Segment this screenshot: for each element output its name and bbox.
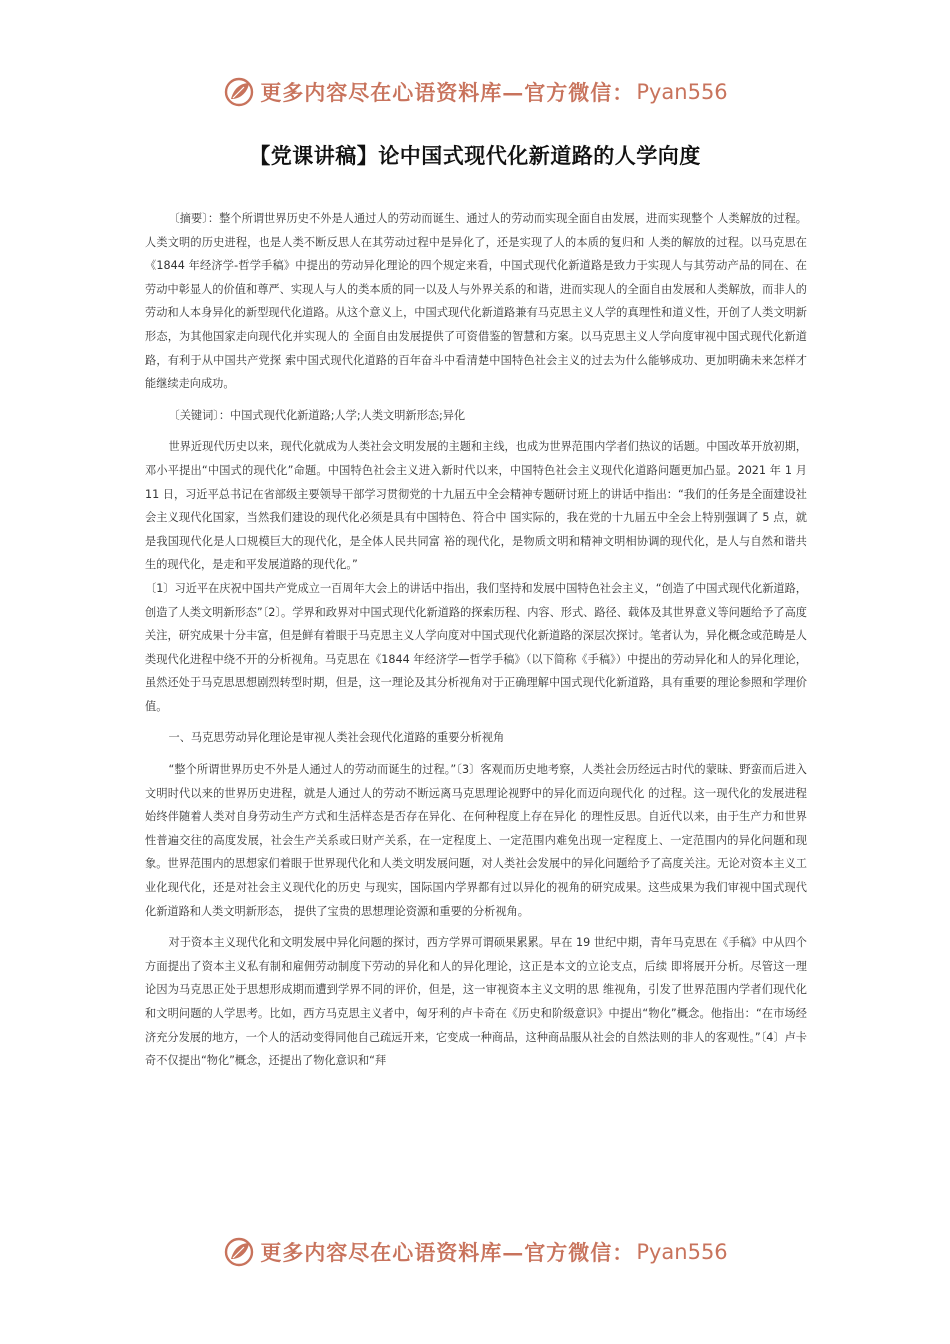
body-paragraph: 对于资本主义现代化和文明发展中异化问题的探讨，西方学界可谓硕果累累。早在 19 世纪中期，青年马克思在《手稿》中从四个方面提出了资本主义私有制和雇佣劳动制度下劳动的异化和人的异化理论，这正是本文的立论支点，后续 即将展开分析。尽管这一理论因为马克思正处于思想形成期而遭到学界不同的评价，但是，这一审视资本主义文明的思 维视角，引发了世界范围内学者们现代化和文明问题的人学思考。比如，西方马克思主义者中，匈牙利的卢卡奇在《历史和阶级意识》中提出“物化”概念。他指出：“在市场经济充分发展的地方，一个人的活动变得同他自己疏远开来，它变成一种商品，这种商品服从社会的自然法则的非人的客观性。”〔4〕卢卡奇不仅提出“物化”概念，还提出了物化意识和“拜: [145, 936, 807, 1068]
watermark-text: 更多内容尽在心语资料库—官方微信：: [260, 1240, 635, 1265]
leaf-logo-icon: [222, 1235, 256, 1269]
document-body: [145, 207, 807, 1081]
watermark-handle: Pyan556: [636, 80, 728, 104]
leaf-logo-icon: [222, 75, 256, 109]
body-paragraph: 世界近现代历史以来，现代化就成为人类社会文明发展的主题和主线，也成为世界范围内学者们热议的话题。中国改革开放初期，邓小平提出“中国式的现代化”命题。中国特色社会主义进入新时代以来，中国特色社会主义现代化道路问题更加凸显。2021 年 1 月 11 日，习近平总书记在省部级主要领导干部学习贯彻党的十九届五中全会精神专题研讨班上的讲话中指出：“我们的任务是全面建设社会主义现代化国家，当然我们建设的现代化必须是具有中国特色、符合中 国实际的，我在党的十九届五中全会上特别强调了 5 点，就是我国现代化是人口规模巨大的现代化，是全体人民共同富 裕的现代化，是物质文明和精神文明相协调的现代化，是人与自然和谐共生的现代化，是走和平发展道路的现代化。”: [145, 440, 807, 572]
keywords-paragraph: 〔关键词〕：中国式现代化新道路;人学;人类文明新形态;异化: [168, 408, 466, 422]
abstract-paragraph: 〔摘要〕：整个所谓世界历史不外是人通过人的劳动而诞生、通过人的劳动而实现全面自由发展，进而实现整个 人类解放的过程。人类文明的历史进程，也是人类不断反思人在其劳动过程中是异化了，还是实现了人的本质的复归和 人类的解放的过程。以马克思在《1844 年经济学-哲学手稿》中提出的劳动异化理论的四个规定来看，中国式现代化新道路是致力于实现人与其劳动产品的同在、在劳动中彰显人的价值和尊严、实现人与人的类本质的同一以及人与外界关系的和谐，进而实现人的全面自由发展和人类解放，而非人的劳动和人本身异化的新型现代化道路。从这个意义上，中国式现代化新道路兼有马克思主义人学的真理性和道义性，开创了人类文明新形态，为其他国家走向现代化并实现人的 全面自由发展提供了可资借鉴的智慧和方案。以马克思主义人学向度审视中国式现代化新道路，有利于从中国共产党探 索中国式现代化道路的百年奋斗中看清楚中国特色社会主义的过去为什么能够成功、更加明确未来怎样才能继续走向成功。: [145, 212, 807, 391]
footer-watermark: [0, 1232, 950, 1272]
body-paragraph: 〔1〕习近平在庆祝中国共产党成立一百周年大会上的讲话中指出，我们坚持和发展中国特色社会主义，“创造了中国式现代化新道路，创造了人类文明新形态”〔2〕。学界和政界对中国式现代化新道路的探索历程、内容、形式、路径、载体及其世界意义等问题给予了高度关注，研究成果十分丰富，但是鲜有着眼于马克思主义人学向度对中国式现代化新道路的深层次探讨。笔者认为，异化概念或范畴是人类现代化进程中绕不开的分析视角。马克思在《1844 年经济学—哲学手稿》（以下简称《手稿》）中提出的劳动异化和人的异化理论，虽然还处于马克思思想剧烈转型时期，但是，这一理论及其分析视角对于正确理解中国式现代化新道路，具有重要的理论参照和学理价值。: [145, 581, 807, 713]
watermark-text: 更多内容尽在心语资料库—官方微信：: [260, 80, 635, 105]
section-heading: 一、马克思劳动异化理论是审视人类社会现代化道路的重要分析视角: [168, 731, 505, 745]
header-watermark: [0, 72, 950, 112]
document-title: 【党课讲稿】论中国式现代化新道路的人学向度: [249, 144, 701, 168]
body-paragraph: “整个所谓世界历史不外是人通过人的劳动而诞生的过程。”〔3〕客观而历史地考察，人类社会历经远古时代的蒙昧、野蛮而后进入文明时代以来的世界历史进程，就是人通过人的劳动不断远离马克思理论视野中的异化而迈向现代化 的过程。这一现代化的发展进程始终伴随着人类对自身劳动生产方式和生活样态是否存在异化、在何种程度上存在异化 的理性反思。自近代以来，由于生产力和世界性普遍交往的高度发展，社会生产关系或曰财产关系，在一定程度上、一定范围内难免出现一定程度上、一定范围内的异化问题和现象。世界范围内的思想家们着眼于世界现代化和人类文明发展问题，对人类社会发展中的异化问题给予了高度关注。无论对资本主义工业化现代化，还是对社会主义现代化的历史 与现实，国际国内学界都有过以异化的视角的研究成果。这些成果为我们审视中国式现代化新道路和人类文明新形态， 提供了宝贵的思想理论资源和重要的分析视角。: [145, 763, 807, 918]
watermark-handle: Pyan556: [636, 1240, 728, 1264]
